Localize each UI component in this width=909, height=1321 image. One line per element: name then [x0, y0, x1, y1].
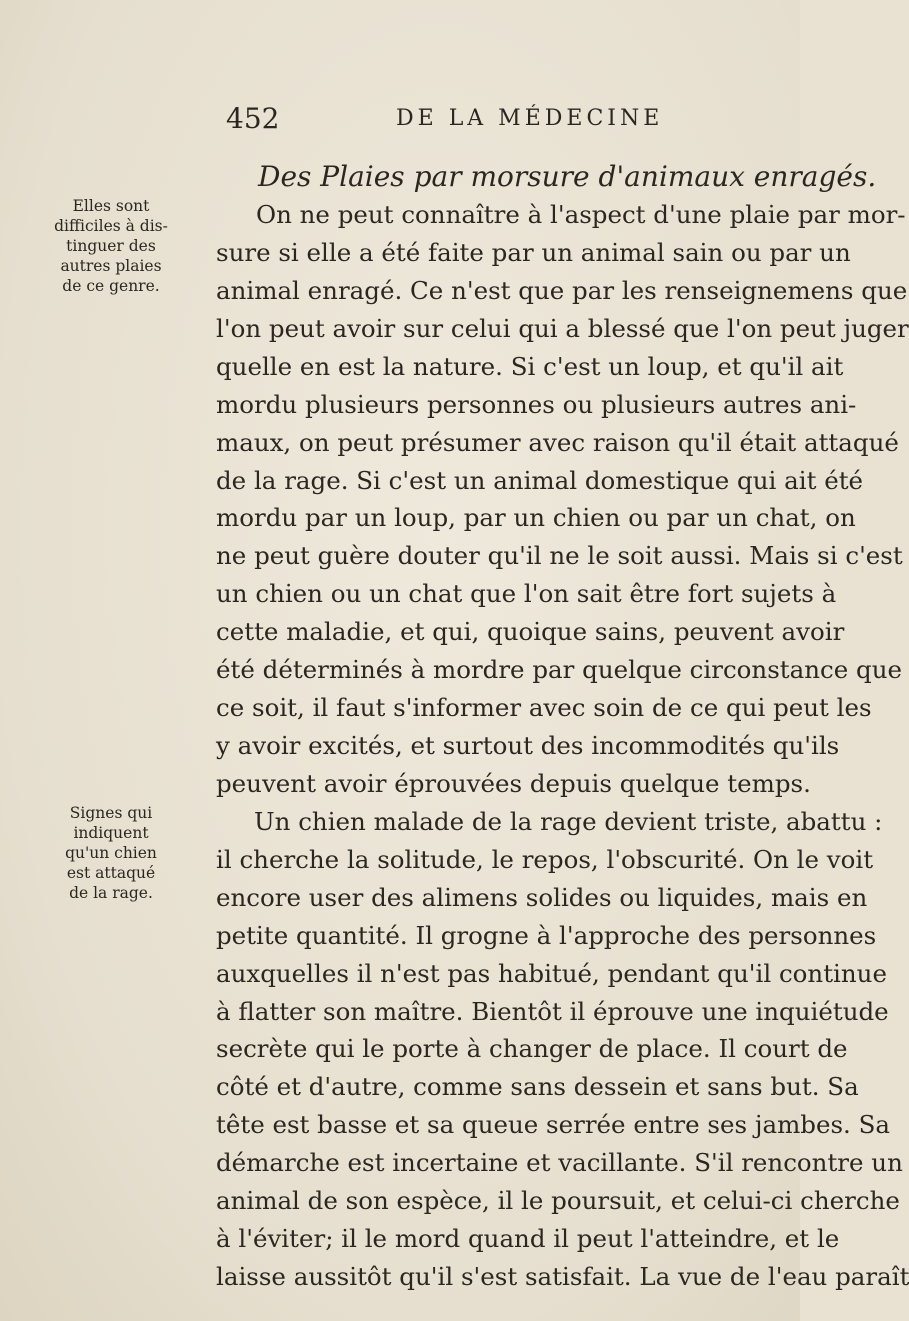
margin-note-line: qu'un chien: [65, 843, 157, 862]
text-line: l'on peut avoir sur celui qui a blessé que l'on peut juger: [216, 313, 909, 343]
text-line: laisse aussitôt qu'il s'est satisfait. La vue de l'eau paraît: [216, 1262, 909, 1291]
text-line: ne peut guère douter qu'il ne le soit aussi. Mais si c'est: [216, 541, 903, 571]
text-line: secrète qui le porte à changer de place. Il court de: [216, 1034, 848, 1064]
margin-note-line: de la rage.: [69, 883, 153, 902]
text-line: été déterminés à mordre par quelque circonstance que: [216, 655, 902, 685]
text-line: auxquelles il n'est pas habitué, pendant qu'il continue: [216, 958, 887, 988]
text-line: ce soit, il faut s'informer avec soin de ce qui peut les: [216, 693, 872, 723]
section-title: Des Plaies par morsure d'animaux enragés.: [258, 160, 877, 193]
margin-note-line: tinguer des: [66, 237, 156, 255]
text-line: maux, on peut présumer avec raison qu'il était attaqué: [216, 427, 899, 457]
text-line: à flatter son maître. Bientôt il éprouve une inquiétude: [216, 996, 889, 1026]
margin-note-line: de ce genre.: [62, 277, 160, 295]
page-number: 452: [226, 102, 280, 135]
text-line: cette maladie, et qui, quoique sains, peuvent avoir: [216, 617, 845, 647]
margin-note-distinguish: [46, 196, 176, 296]
text-line: à l'éviter; il le mord quand il peut l'atteindre, et le: [216, 1224, 840, 1254]
margin-note-line: indiquent: [73, 823, 149, 842]
text-line: démarche est incertaine et vacillante. S'il rencontre un: [216, 1148, 903, 1178]
text-line: un chien ou un chat que l'on sait être fort sujets à: [216, 579, 837, 609]
text-line: mordu plusieurs personnes ou plusieurs autres ani-: [216, 389, 857, 419]
margin-note-line: est attaqué: [66, 863, 156, 882]
text-line: côté et d'autre, comme sans dessein et sans but. Sa: [216, 1072, 859, 1102]
text-line: animal de son espèce, il le poursuit, et celui-ci cherche: [216, 1186, 900, 1216]
text-line: peuvent avoir éprouvées depuis quelque temps.: [216, 768, 811, 798]
margin-note-line: difficiles à dis-: [54, 217, 168, 235]
margin-note-line: Signes qui: [69, 803, 153, 822]
text-line: encore user des alimens solides ou liquides, mais en: [216, 882, 868, 912]
text-line: Un chien malade de la rage devient triste, abattu :: [254, 806, 883, 836]
margin-note-signs: [46, 803, 176, 903]
text-line: animal enragé. Ce n'est que par les renseignemens que: [216, 275, 908, 305]
text-line: tête est basse et sa queue serrée entre ses jambes. Sa: [216, 1110, 891, 1140]
text-line: petite quantité. Il grogne à l'approche des personnes: [216, 920, 877, 950]
text-line: sure si elle a été faite par un animal sain ou par un: [216, 237, 851, 267]
text-line: il cherche la solitude, le repos, l'obscurité. On le voit: [216, 844, 874, 874]
text-line: de la rage. Si c'est un animal domestique qui ait été: [216, 465, 864, 495]
margin-note-line: Elles sont: [72, 197, 150, 215]
margin-note-line: autres plaies: [60, 257, 162, 275]
text-line: y avoir excités, et surtout des incommodités qu'ils: [216, 731, 840, 760]
page-header: [226, 102, 766, 142]
text-line: quelle en est la nature. Si c'est un loup, et qu'il ait: [216, 351, 844, 381]
running-title: DE LA MÉDECINE: [396, 106, 664, 131]
text-line: mordu par un loup, par un chien ou par un chat, on: [216, 503, 856, 533]
text-line: On ne peut connaître à l'aspect d'une plaie par mor-: [256, 200, 906, 229]
